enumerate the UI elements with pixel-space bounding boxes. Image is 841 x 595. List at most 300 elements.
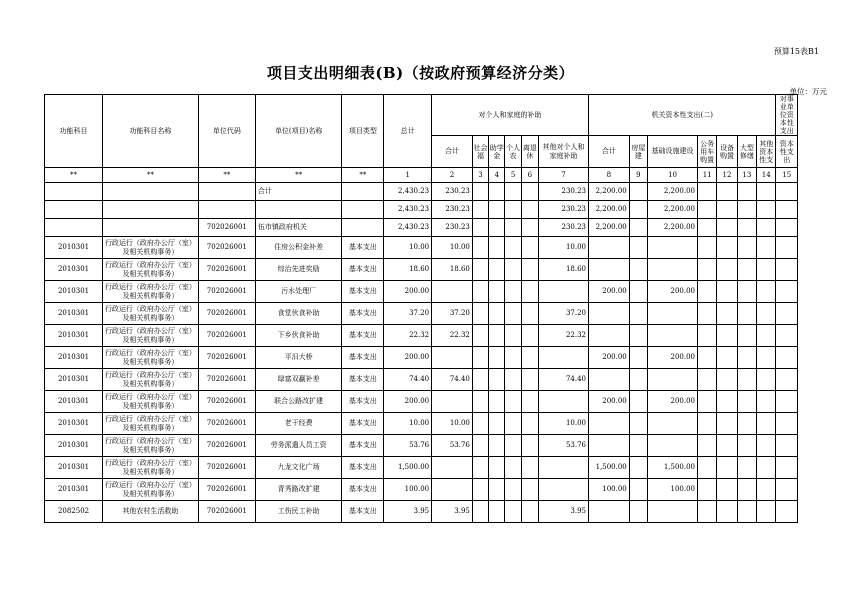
- table-row: [45, 501, 798, 523]
- cell-c-vehicle: [697, 183, 716, 201]
- cell-c-total: 100.00: [588, 479, 629, 501]
- cell-p-grant: [489, 457, 505, 479]
- cell-p-farmer: [505, 457, 521, 479]
- cell-c-house: [629, 457, 647, 479]
- index-cell: 1: [384, 168, 432, 183]
- cell-c-other: [757, 303, 776, 325]
- col-p-social: 社会福: [472, 136, 488, 168]
- cell-func-code: 2010301: [45, 259, 103, 281]
- cell-c-other: [757, 201, 776, 219]
- cell-p-grant: [489, 259, 505, 281]
- cell-c-house: [629, 237, 647, 259]
- cell-c-other: [757, 501, 776, 523]
- cell-total: 37.20: [384, 303, 432, 325]
- cell-p-retire: [521, 435, 538, 457]
- cell-c-repair: [737, 391, 756, 413]
- cell-c-vehicle: [697, 259, 716, 281]
- cell-unit-project: 食堂伙食补助: [255, 303, 342, 325]
- cell-unit-project: 平汨大桥: [255, 347, 342, 369]
- cell-c-equip: [717, 413, 737, 435]
- cell-c-other: [757, 369, 776, 391]
- cell-p-farmer: [505, 201, 521, 219]
- index-cell: 7: [539, 168, 589, 183]
- cell-c-infra: 1,500.00: [648, 457, 698, 479]
- table-code: 预算15表B1: [773, 47, 819, 56]
- cell-c-equip: [717, 435, 737, 457]
- cell-total: 1,500.00: [384, 457, 432, 479]
- cell-func-name: 行政运行（政府办公厅（室）及相关机构事务）: [103, 347, 199, 369]
- cell-c-infra: 200.00: [648, 347, 698, 369]
- cell-c-repair: [737, 435, 756, 457]
- index-cell: 4: [489, 168, 505, 183]
- cell-total: 200.00: [384, 347, 432, 369]
- cell-unit-code: 702026001: [198, 259, 255, 281]
- cell-unit-code: 702026001: [198, 369, 255, 391]
- cell-c-repair: [737, 325, 756, 347]
- cell-func-name: 行政运行（政府办公厅（室）及相关机构事务）: [103, 435, 199, 457]
- cell-p-social: [472, 325, 488, 347]
- cell-unit-project: 九龙文化广场: [255, 457, 342, 479]
- cell-c-vehicle: [697, 457, 716, 479]
- cell-func-code: 2010301: [45, 413, 103, 435]
- cell-p-retire: [521, 347, 538, 369]
- cell-p-other: 10.00: [539, 237, 589, 259]
- cell-p-retire: [521, 303, 538, 325]
- cell-project-type: 基本支出: [342, 413, 384, 435]
- cell-c-total: [588, 501, 629, 523]
- summary-row: [45, 183, 798, 201]
- cell-c-total: 200.00: [588, 391, 629, 413]
- cell-p-social: [472, 391, 488, 413]
- cell-c-infra: 200.00: [648, 391, 698, 413]
- cell-e-capital: [776, 303, 798, 325]
- cell-c-equip: [717, 303, 737, 325]
- cell-c-repair: [737, 259, 756, 281]
- cell-p-other: 22.32: [539, 325, 589, 347]
- cell-p-total: [432, 457, 473, 479]
- cell-unit-project: [255, 201, 342, 219]
- cell-c-house: [629, 369, 647, 391]
- cell-c-vehicle: [697, 325, 716, 347]
- cell-c-house: [629, 219, 647, 237]
- cell-unit-project: 伍市镇政府机关: [255, 219, 342, 237]
- cell-c-vehicle: [697, 281, 716, 303]
- table-row: [45, 479, 798, 501]
- cell-unit-code: 702026001: [198, 281, 255, 303]
- cell-p-other: 53.76: [539, 435, 589, 457]
- cell-p-total: 3.95: [432, 501, 473, 523]
- col-c-equip: 设备购置: [717, 136, 737, 168]
- cell-c-total: 200.00: [588, 347, 629, 369]
- cell-func-code: 2010301: [45, 237, 103, 259]
- cell-c-repair: [737, 479, 756, 501]
- cell-p-other: 230.23: [539, 183, 589, 201]
- cell-e-capital: [776, 237, 798, 259]
- cell-e-capital: [776, 325, 798, 347]
- cell-p-grant: [489, 501, 505, 523]
- cell-func-name: 行政运行（政府办公厅（室）及相关机构事务）: [103, 479, 199, 501]
- col-unit-code: 单位代码: [198, 95, 255, 168]
- unit-label: 单位：万元: [789, 87, 827, 96]
- cell-unit-project: 工伤民工补助: [255, 501, 342, 523]
- cell-c-house: [629, 303, 647, 325]
- index-cell: **: [342, 168, 384, 183]
- cell-c-house: [629, 347, 647, 369]
- cell-p-grant: [489, 201, 505, 219]
- cell-c-other: [757, 183, 776, 201]
- cell-c-house: [629, 183, 647, 201]
- cell-c-house: [629, 259, 647, 281]
- cell-p-total: [432, 281, 473, 303]
- cell-p-other: 3.95: [539, 501, 589, 523]
- cell-c-house: [629, 435, 647, 457]
- table-row: [45, 391, 798, 413]
- cell-c-equip: [717, 369, 737, 391]
- cell-p-grant: [489, 183, 505, 201]
- cell-p-farmer: [505, 479, 521, 501]
- cell-p-total: [432, 347, 473, 369]
- cell-p-grant: [489, 479, 505, 501]
- cell-c-infra: [648, 413, 698, 435]
- cell-e-capital: [776, 479, 798, 501]
- cell-p-farmer: [505, 369, 521, 391]
- group-enterprise: 对事业单位资本性支出: [776, 95, 798, 136]
- cell-func-name: 行政运行（政府办公厅（室）及相关机构事务）: [103, 303, 199, 325]
- cell-e-capital: [776, 501, 798, 523]
- cell-func-code: 2010301: [45, 281, 103, 303]
- cell-total: 10.00: [384, 413, 432, 435]
- cell-c-vehicle: [697, 391, 716, 413]
- cell-c-vehicle: [697, 479, 716, 501]
- col-p-other: 其他对个人和家庭补助: [539, 136, 589, 168]
- cell-total: 200.00: [384, 391, 432, 413]
- col-total: 总计: [384, 95, 432, 168]
- cell-c-equip: [717, 237, 737, 259]
- cell-c-infra: [648, 325, 698, 347]
- index-cell: 11: [697, 168, 716, 183]
- cell-c-other: [757, 219, 776, 237]
- cell-c-other: [757, 237, 776, 259]
- cell-e-capital: [776, 435, 798, 457]
- cell-e-capital: [776, 457, 798, 479]
- cell-func-name: 行政运行（政府办公厅（室）及相关机构事务）: [103, 259, 199, 281]
- cell-p-other: 10.00: [539, 413, 589, 435]
- cell-unit-project: 青秀路改扩建: [255, 479, 342, 501]
- cell-project-type: 基本支出: [342, 303, 384, 325]
- col-project-type: 项目类型: [342, 95, 384, 168]
- cell-func-code: 2010301: [45, 435, 103, 457]
- col-e-capital: 资本性支出: [776, 136, 798, 168]
- cell-unit-project: 老干经费: [255, 413, 342, 435]
- cell-func-code: 2010301: [45, 457, 103, 479]
- cell-func-code: [45, 219, 103, 237]
- cell-p-farmer: [505, 413, 521, 435]
- cell-c-house: [629, 479, 647, 501]
- cell-p-farmer: [505, 237, 521, 259]
- cell-p-farmer: [505, 435, 521, 457]
- cell-func-code: 2010301: [45, 369, 103, 391]
- cell-c-infra: 2,200.00: [648, 219, 698, 237]
- cell-c-vehicle: [697, 201, 716, 219]
- cell-func-name: 行政运行（政府办公厅（室）及相关机构事务）: [103, 391, 199, 413]
- cell-c-total: [588, 325, 629, 347]
- cell-p-farmer: [505, 183, 521, 201]
- cell-func-name: 行政运行（政府办公厅（室）及相关机构事务）: [103, 237, 199, 259]
- cell-p-other: [539, 457, 589, 479]
- cell-c-vehicle: [697, 435, 716, 457]
- cell-c-vehicle: [697, 369, 716, 391]
- cell-p-grant: [489, 391, 505, 413]
- cell-c-other: [757, 457, 776, 479]
- cell-c-repair: [737, 237, 756, 259]
- cell-project-type: 基本支出: [342, 325, 384, 347]
- cell-p-farmer: [505, 219, 521, 237]
- cell-p-grant: [489, 435, 505, 457]
- cell-c-repair: [737, 219, 756, 237]
- cell-p-social: [472, 237, 488, 259]
- group-personal: 对个人和家庭的补助: [432, 95, 589, 136]
- cell-c-infra: [648, 435, 698, 457]
- col-p-total: 合计: [432, 136, 473, 168]
- cell-c-house: [629, 201, 647, 219]
- cell-c-other: [757, 347, 776, 369]
- cell-func-name: 行政运行（政府办公厅（室）及相关机构事务）: [103, 457, 199, 479]
- cell-c-infra: [648, 303, 698, 325]
- cell-p-total: [432, 479, 473, 501]
- cell-total: 3.95: [384, 501, 432, 523]
- cell-unit-project: 污水处理厂: [255, 281, 342, 303]
- cell-p-other: 74.40: [539, 369, 589, 391]
- cell-project-type: [342, 219, 384, 237]
- cell-p-social: [472, 183, 488, 201]
- cell-c-vehicle: [697, 237, 716, 259]
- cell-p-total: 22.32: [432, 325, 473, 347]
- col-c-total: 合计: [588, 136, 629, 168]
- col-c-house: 房屋建: [629, 136, 647, 168]
- cell-total: 22.32: [384, 325, 432, 347]
- cell-c-total: 2,200.00: [588, 183, 629, 201]
- cell-c-other: [757, 435, 776, 457]
- cell-func-code: 2010301: [45, 325, 103, 347]
- cell-unit-code: [198, 183, 255, 201]
- cell-p-social: [472, 479, 488, 501]
- cell-p-grant: [489, 219, 505, 237]
- cell-p-total: 230.23: [432, 183, 473, 201]
- cell-p-retire: [521, 325, 538, 347]
- cell-c-repair: [737, 369, 756, 391]
- cell-unit-code: 702026001: [198, 325, 255, 347]
- cell-func-code: 2082502: [45, 501, 103, 523]
- cell-c-equip: [717, 347, 737, 369]
- cell-p-retire: [521, 369, 538, 391]
- cell-p-retire: [521, 259, 538, 281]
- cell-p-grant: [489, 325, 505, 347]
- cell-p-grant: [489, 303, 505, 325]
- index-cell: **: [255, 168, 342, 183]
- cell-p-farmer: [505, 325, 521, 347]
- cell-project-type: 基本支出: [342, 281, 384, 303]
- cell-p-grant: [489, 369, 505, 391]
- cell-p-retire: [521, 183, 538, 201]
- cell-c-infra: [648, 369, 698, 391]
- index-cell: 10: [648, 168, 698, 183]
- cell-e-capital: [776, 281, 798, 303]
- cell-c-equip: [717, 259, 737, 281]
- cell-p-retire: [521, 219, 538, 237]
- col-c-infra: 基础设施建设: [648, 136, 698, 168]
- cell-unit-code: 702026001: [198, 479, 255, 501]
- cell-project-type: [342, 183, 384, 201]
- cell-c-equip: [717, 457, 737, 479]
- cell-func-name: 行政运行（政府办公厅（室）及相关机构事务）: [103, 281, 199, 303]
- cell-c-vehicle: [697, 347, 716, 369]
- cell-project-type: 基本支出: [342, 347, 384, 369]
- cell-unit-code: 702026001: [198, 457, 255, 479]
- cell-e-capital: [776, 201, 798, 219]
- cell-func-code: 2010301: [45, 479, 103, 501]
- cell-p-social: [472, 347, 488, 369]
- cell-c-other: [757, 259, 776, 281]
- cell-c-house: [629, 391, 647, 413]
- cell-c-vehicle: [697, 303, 716, 325]
- cell-project-type: [342, 201, 384, 219]
- cell-c-infra: 100.00: [648, 479, 698, 501]
- table-row: [45, 347, 798, 369]
- cell-p-farmer: [505, 303, 521, 325]
- index-cell: 9: [629, 168, 647, 183]
- cell-func-code: 2010301: [45, 347, 103, 369]
- cell-c-repair: [737, 413, 756, 435]
- cell-c-equip: [717, 219, 737, 237]
- index-cell: 3: [472, 168, 488, 183]
- cell-c-infra: [648, 259, 698, 281]
- cell-c-other: [757, 391, 776, 413]
- cell-total: 100.00: [384, 479, 432, 501]
- cell-p-social: [472, 201, 488, 219]
- index-cell: 8: [588, 168, 629, 183]
- cell-c-vehicle: [697, 413, 716, 435]
- index-cell: 12: [717, 168, 737, 183]
- index-cell: 13: [737, 168, 756, 183]
- budget-table: [44, 94, 798, 523]
- col-func-code: 功能科目: [45, 95, 103, 168]
- cell-c-total: [588, 237, 629, 259]
- cell-p-other: 230.23: [539, 201, 589, 219]
- cell-project-type: 基本支出: [342, 259, 384, 281]
- cell-c-repair: [737, 347, 756, 369]
- index-cell: **: [103, 168, 199, 183]
- cell-p-social: [472, 435, 488, 457]
- cell-p-other: 37.20: [539, 303, 589, 325]
- cell-p-social: [472, 457, 488, 479]
- cell-c-other: [757, 479, 776, 501]
- col-p-grant: 助学金: [489, 136, 505, 168]
- cell-c-repair: [737, 303, 756, 325]
- cell-c-equip: [717, 281, 737, 303]
- cell-c-total: [588, 303, 629, 325]
- cell-p-grant: [489, 413, 505, 435]
- cell-c-infra: 2,200.00: [648, 183, 698, 201]
- cell-project-type: 基本支出: [342, 369, 384, 391]
- cell-unit-project: 联合公路改扩建: [255, 391, 342, 413]
- cell-unit-code: 702026001: [198, 237, 255, 259]
- cell-unit-project: 绿富双赢补差: [255, 369, 342, 391]
- cell-c-total: [588, 413, 629, 435]
- cell-c-other: [757, 325, 776, 347]
- cell-unit-code: 702026001: [198, 413, 255, 435]
- cell-c-repair: [737, 457, 756, 479]
- cell-func-name: 行政运行（政府办公厅（室）及相关机构事务）: [103, 369, 199, 391]
- cell-unit-project: 住房公积金补差: [255, 237, 342, 259]
- cell-c-house: [629, 501, 647, 523]
- cell-e-capital: [776, 413, 798, 435]
- cell-project-type: 基本支出: [342, 457, 384, 479]
- col-unit-project: 单位(项目)名称: [255, 95, 342, 168]
- cell-total: 74.40: [384, 369, 432, 391]
- cell-func-name: [103, 219, 199, 237]
- cell-c-total: 2,200.00: [588, 201, 629, 219]
- cell-c-other: [757, 413, 776, 435]
- cell-c-total: [588, 259, 629, 281]
- page-title: 项目支出明细表(B)（按政府预算经济分类）: [266, 64, 575, 82]
- cell-func-code: 2010301: [45, 303, 103, 325]
- cell-unit-code: 702026001: [198, 347, 255, 369]
- cell-total: 200.00: [384, 281, 432, 303]
- cell-p-farmer: [505, 281, 521, 303]
- cell-c-equip: [717, 479, 737, 501]
- cell-c-equip: [717, 201, 737, 219]
- cell-p-social: [472, 281, 488, 303]
- cell-e-capital: [776, 369, 798, 391]
- cell-c-equip: [717, 325, 737, 347]
- cell-e-capital: [776, 347, 798, 369]
- cell-p-social: [472, 259, 488, 281]
- cell-c-house: [629, 325, 647, 347]
- cell-func-name: 其他农村生活救助: [103, 501, 199, 523]
- cell-c-repair: [737, 201, 756, 219]
- cell-p-total: 230.23: [432, 219, 473, 237]
- cell-total: 53.76: [384, 435, 432, 457]
- cell-p-grant: [489, 347, 505, 369]
- cell-p-total: 74.40: [432, 369, 473, 391]
- cell-p-retire: [521, 281, 538, 303]
- cell-p-social: [472, 501, 488, 523]
- cell-p-retire: [521, 413, 538, 435]
- cell-c-total: [588, 369, 629, 391]
- table-row: [45, 281, 798, 303]
- cell-func-name: [103, 183, 199, 201]
- index-cell: 14: [757, 168, 776, 183]
- cell-total: 18.60: [384, 259, 432, 281]
- cell-c-vehicle: [697, 219, 716, 237]
- cell-p-retire: [521, 201, 538, 219]
- cell-func-name: 行政运行（政府办公厅（室）及相关机构事务）: [103, 325, 199, 347]
- cell-func-code: 2010301: [45, 391, 103, 413]
- cell-p-farmer: [505, 391, 521, 413]
- cell-p-other: 18.60: [539, 259, 589, 281]
- cell-unit-project: 下乡伙食补助: [255, 325, 342, 347]
- cell-unit-code: 702026001: [198, 391, 255, 413]
- index-row: [45, 168, 798, 183]
- cell-project-type: 基本支出: [342, 501, 384, 523]
- table-row: [45, 259, 798, 281]
- cell-unit-code: [198, 201, 255, 219]
- index-cell: **: [198, 168, 255, 183]
- cell-p-social: [472, 303, 488, 325]
- table-row: [45, 325, 798, 347]
- cell-c-repair: [737, 183, 756, 201]
- cell-unit-project: 合计: [255, 183, 342, 201]
